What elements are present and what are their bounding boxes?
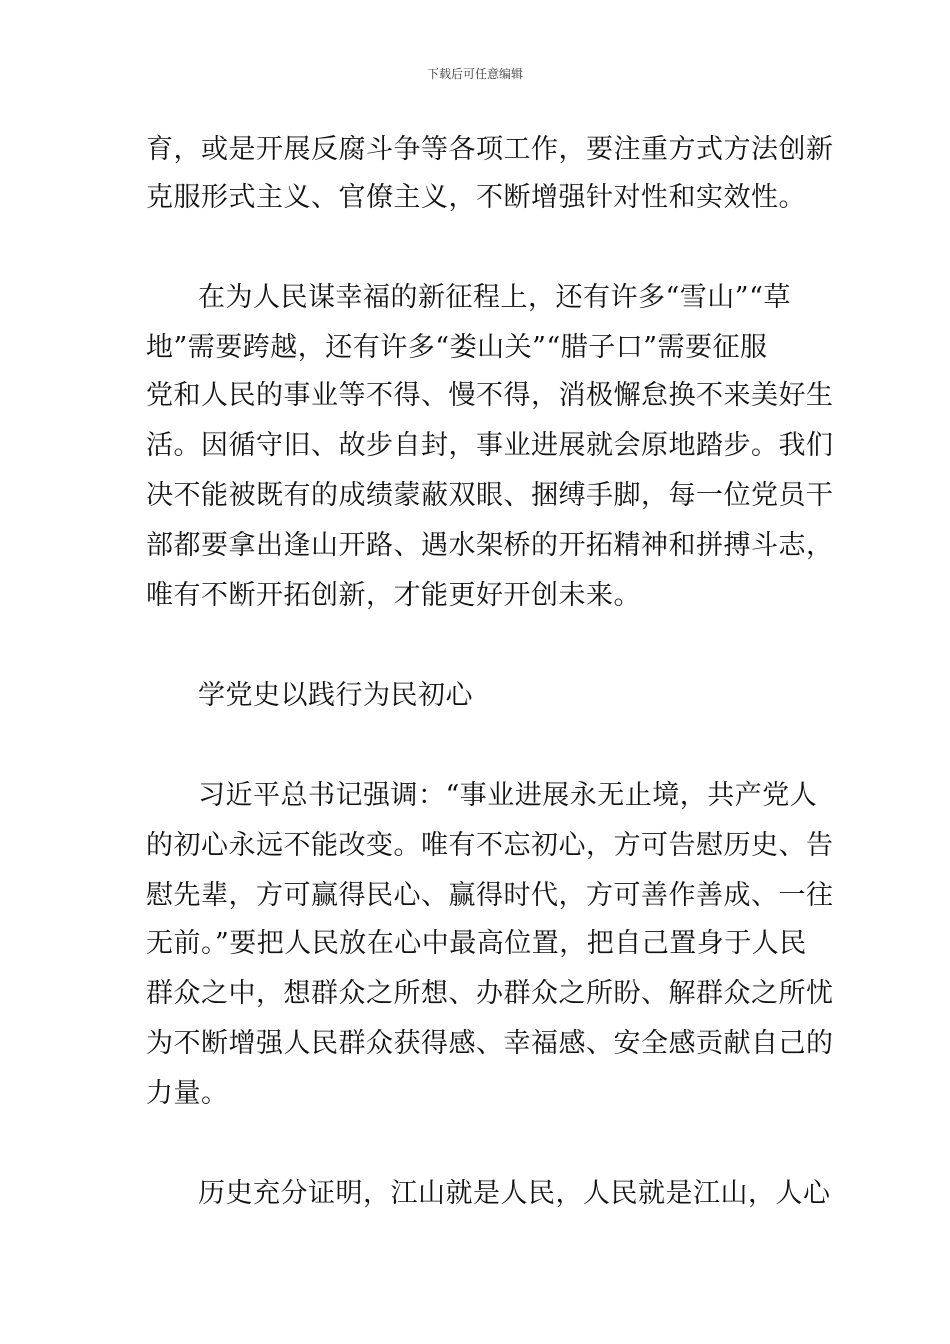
text-line: 慰先辈，方可赢得民心、赢得时代，方可善作善成、一往 <box>146 880 834 911</box>
text-line: 地”需要跨越，还有许多“娄山关”“腊子口”需要征服 <box>146 332 768 363</box>
section-heading: 学党史以践行为民初心 <box>198 680 473 711</box>
text-line: 无前。”要把人民放在心中最高位置，把自己置身于人民 <box>146 928 807 959</box>
paragraph-start-line: 习近平总书记强调：“事业进展永无止境，共产党人 <box>198 780 818 811</box>
text-line: 的初心永远不能改变。唯有不忘初心，方可告慰历史、告 <box>146 830 834 861</box>
text-line: 决不能被既有的成绩蒙蔽双眼、捆缚手脚，每一位党员干 <box>146 480 834 511</box>
text-line: 力量。 <box>146 1078 229 1109</box>
text-line: 部都要拿出逢山开路、遇水架桥的开拓精神和拼搏斗志， <box>146 530 834 561</box>
text-line: 克服形式主义、官僚主义，不断增强针对性和实效性。 <box>146 182 806 213</box>
text-line: 育，或是开展反腐斗争等各项工作，要注重方式方法创新 <box>146 134 834 165</box>
text-line: 党和人民的事业等不得、慢不得，消极懈怠换不来美好生 <box>146 380 834 411</box>
text-line: 群众之中，想群众之所想、办群众之所盼、解群众之所忧 <box>146 978 834 1009</box>
text-line: 唯有不断开拓创新，才能更好开创未来。 <box>146 580 641 611</box>
paragraph-start-line: 历史充分证明，江山就是人民，人民就是江山，人心 <box>198 1178 831 1209</box>
text-line: 为不断增强人民群众获得感、幸福感、安全感贡献自己的 <box>146 1028 834 1059</box>
text-line: 活。因循守旧、故步自封，事业进展就会原地踏步。我们 <box>146 430 834 461</box>
page-header-note: 下载后可任意编辑 <box>426 67 523 81</box>
paragraph-start-line: 在为人民谋幸福的新征程上，还有许多“雪山”“草 <box>198 282 791 313</box>
